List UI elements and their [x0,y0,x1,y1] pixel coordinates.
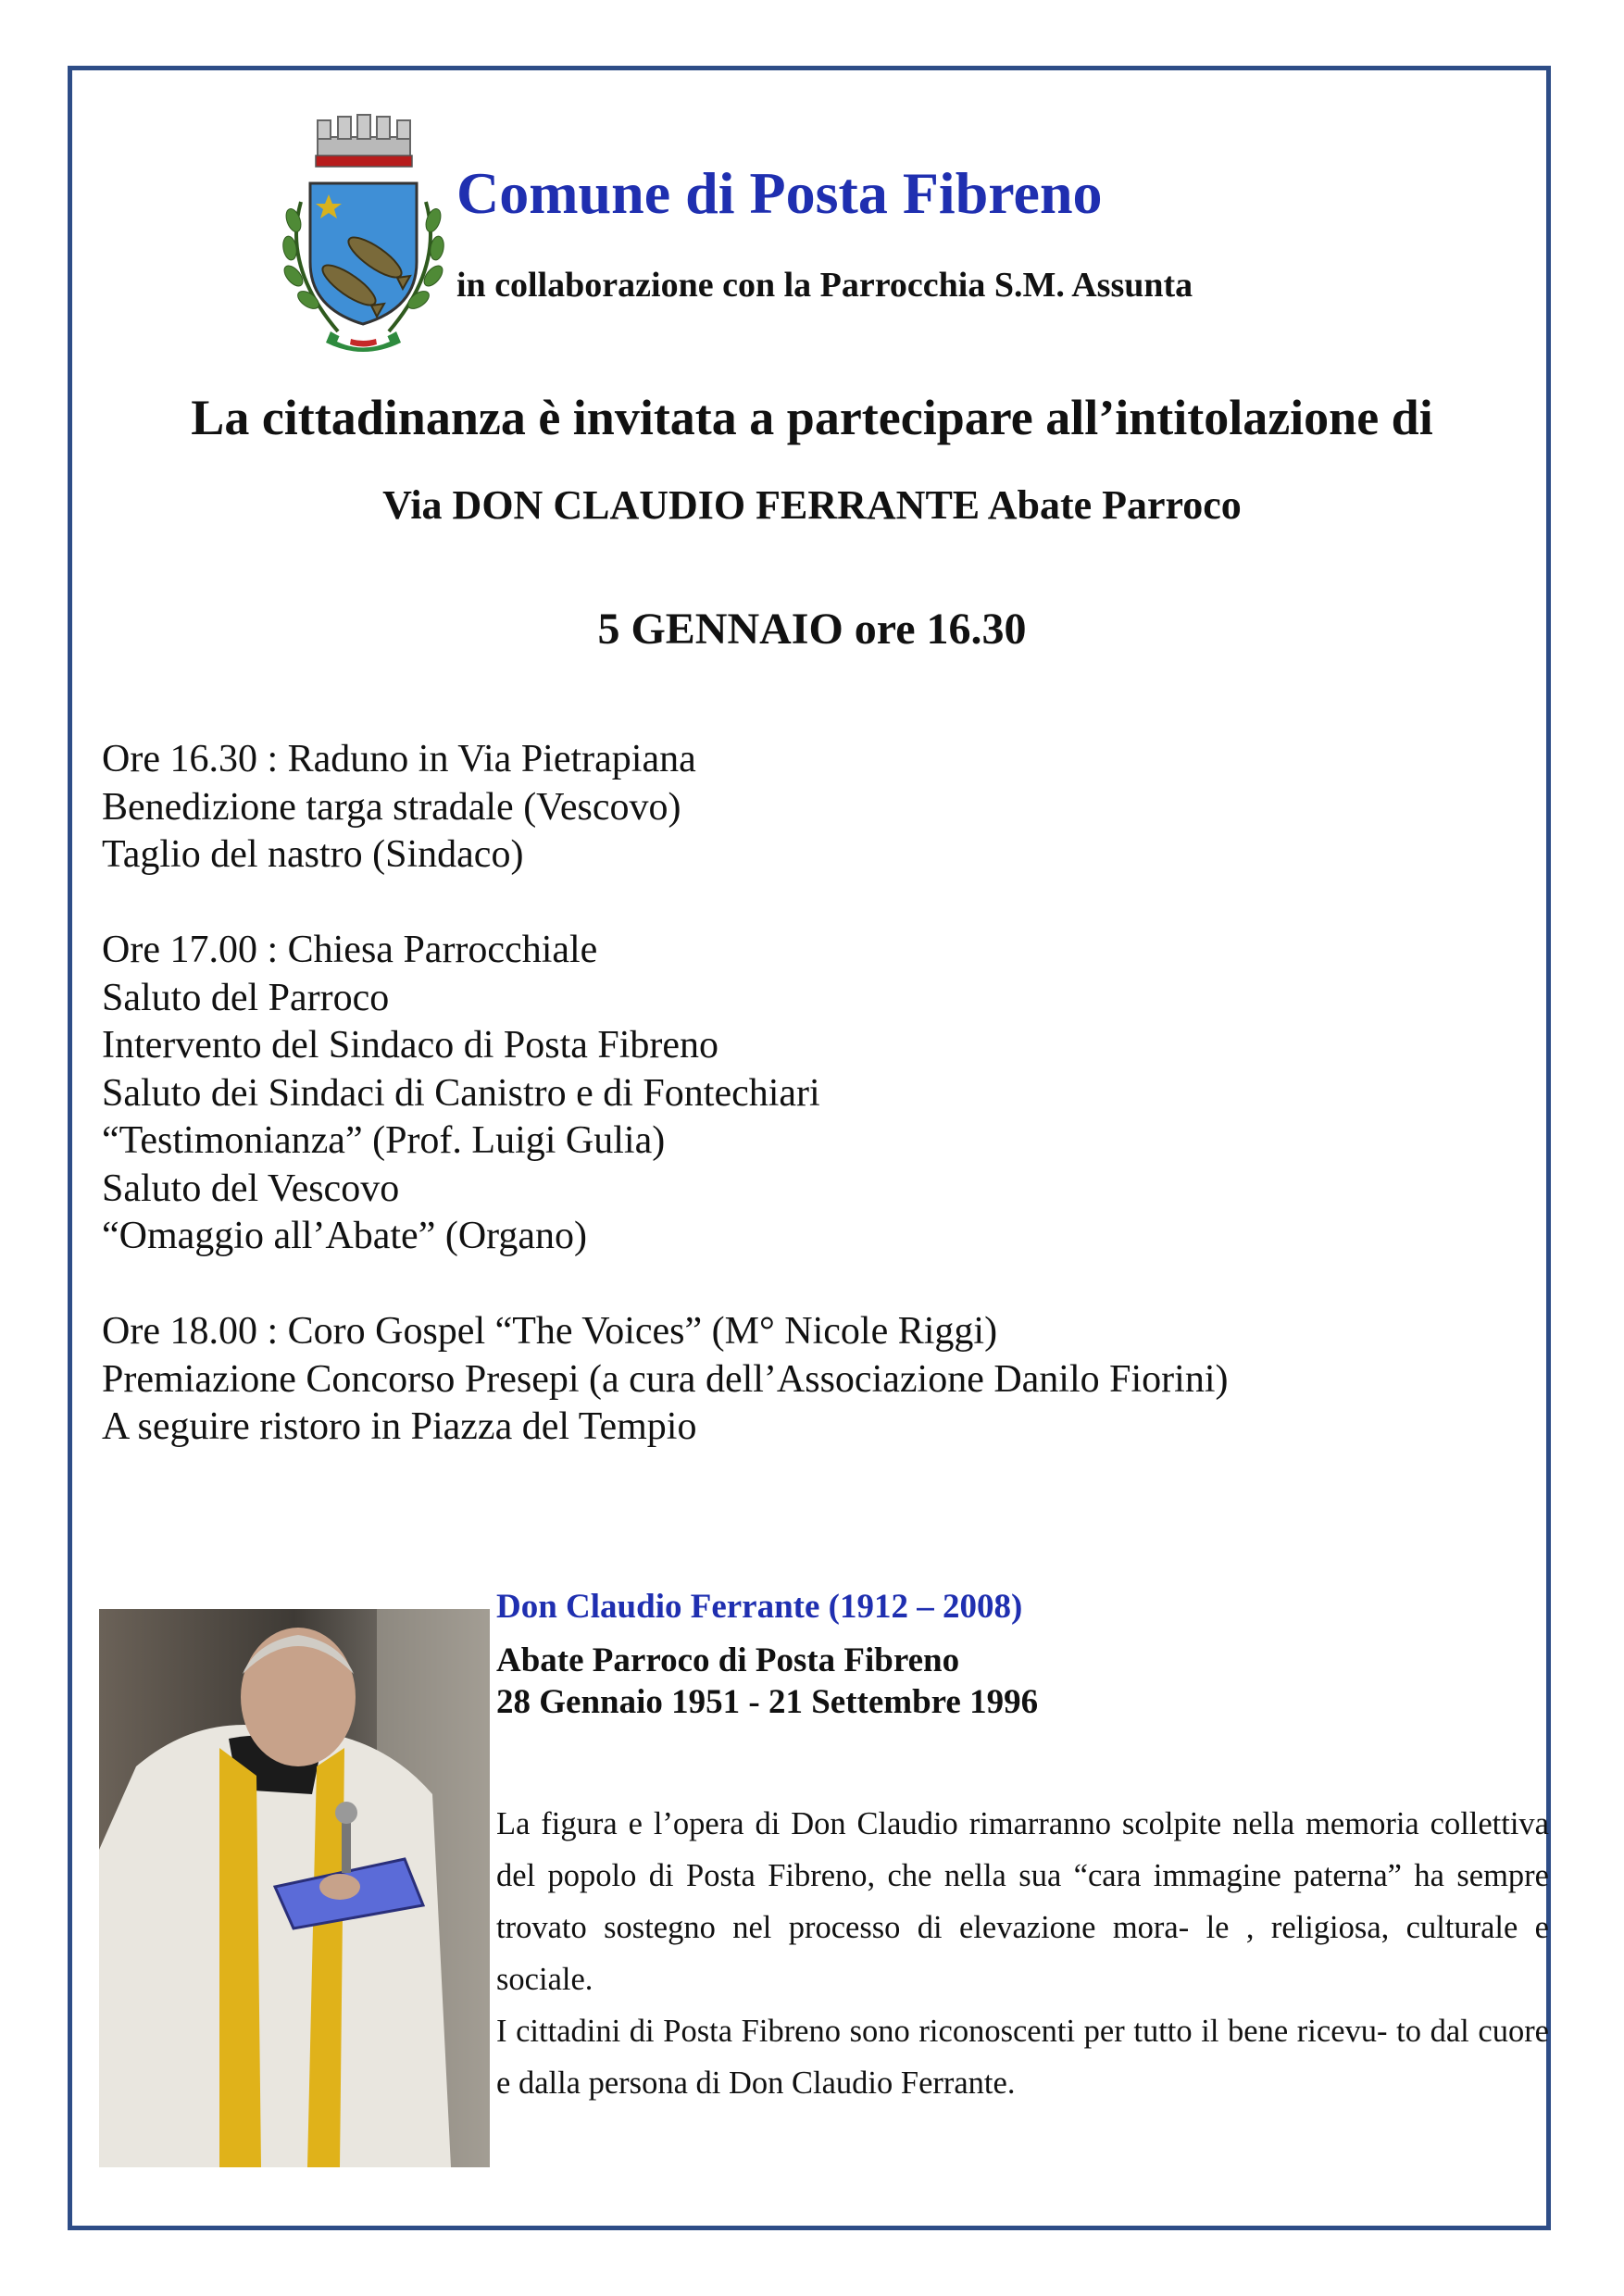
bio-dates: 28 Gennaio 1951 - 21 Settembre 1996 [496,1683,1039,1721]
program-line: Ore 17.00 : Chiesa Parrocchiale [102,929,598,971]
municipal-crest-emblem [273,109,454,359]
program-line: “Testimonianza” (Prof. Luigi Gulia) [102,1119,666,1162]
collaboration-subtitle: in collaborazione con la Parrocchia S.M. Assunta [456,266,1193,305]
invitation-headline: La cittadinanza è invitata a partecipare all’intitolazione di [191,390,1433,445]
bio-text [496,1798,1549,2109]
portrait-photo [99,1609,490,2167]
event-program [102,736,1228,1452]
bio-role: Abate Parroco di Posta Fibreno [496,1641,960,1679]
page-title: Comune di Posta Fibreno [456,160,1103,226]
event-date-time: 5 GENNAIO ore 16.30 [597,605,1027,654]
program-line: Benedizione targa stradale (Vescovo) [102,785,681,829]
program-line: Intervento del Sindaco di Posta Fibreno [102,1024,719,1067]
street-dedication: Via DON CLAUDIO FERRANTE Abate Parroco [382,482,1242,528]
bio-paragraph: I cittadini di Posta Fibreno sono riconoscenti per tutto il bene ricevu- to dal cuore e dalla persona di Don Claudio Ferrante. [496,2014,1549,2101]
program-line: Ore 16.30 : Raduno in Via Pietrapiana [102,738,696,780]
program-line: Taglio del nastro (Sindaco) [102,833,524,876]
program-line: A seguire ristoro in Piazza del Tempio [102,1405,697,1448]
program-line: Ore 18.00 : Coro Gospel “The Voices” (M° Nicole Riggi) [102,1310,998,1353]
program-line: Saluto del Parroco [102,976,390,1019]
program-line: Saluto dei Sindaci di Canistro e di Fontechiari [102,1071,820,1115]
program-line: Saluto del Vescovo [102,1167,400,1210]
bio-paragraph: La figura e l’opera di Don Claudio rimarranno scolpite nella memoria collettiva del popolo di Posta Fibreno, che nella sua “cara immagine paterna” ha sempre trovato sostegno nel processo di elevazione mora- le , religiosa, culturale e sociale. [496,1806,1549,1997]
bio-name: Don Claudio Ferrante (1912 – 2008) [496,1588,1023,1626]
program-line: “Omaggio all’Abate” (Organo) [102,1215,588,1257]
program-line: Premiazione Concorso Presepi (a cura dell’Associazione Danilo Fiorini) [102,1357,1229,1401]
